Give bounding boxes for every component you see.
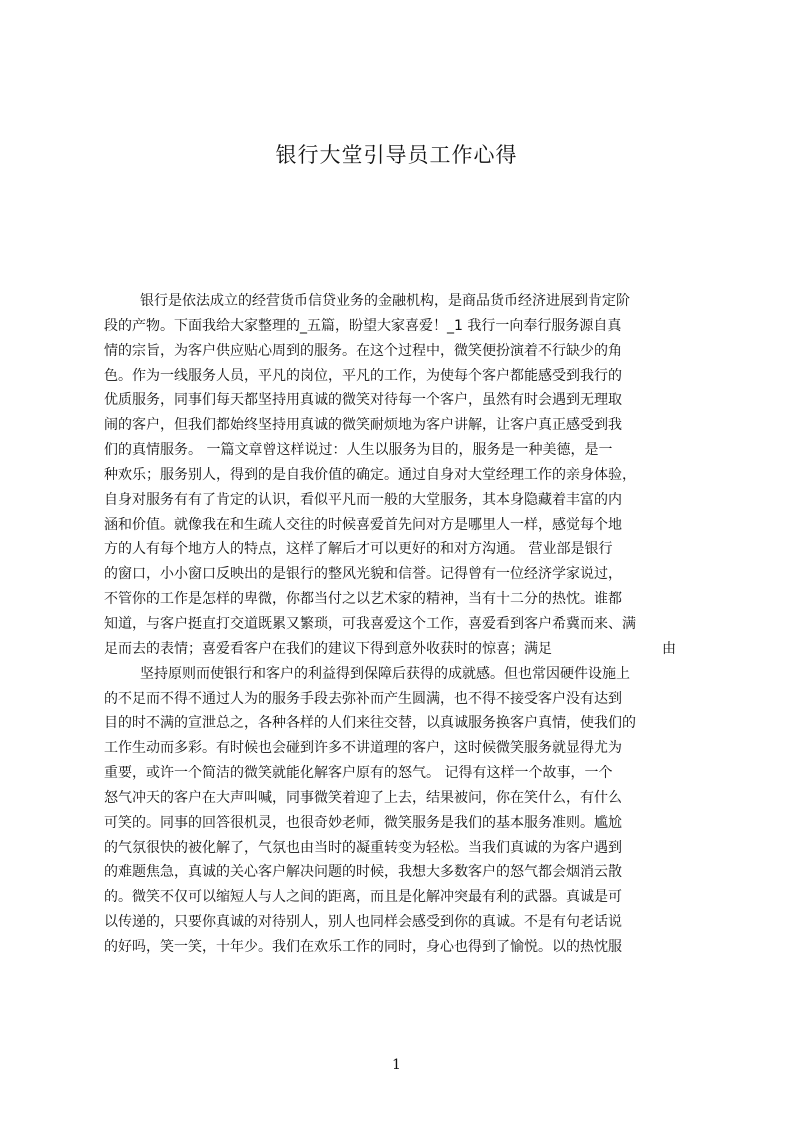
text-line: 段的产物。下面我给大家整理的_五篇，盼望大家喜爱！_1 我行一向奉行服务源自真 xyxy=(104,317,622,334)
text-line: 涵和价值。就像我在和生疏人交往的时候喜爱首先问对方是哪里人一样，感觉每个地 xyxy=(104,516,622,533)
text-line: 目的时不满的宣泄总之，各种各样的人们来往交替，以真诚服务换客户真情，使我们的 xyxy=(104,715,636,732)
text-line: 知道，与客户挺直打交道既累又繁琐，可我喜爱这个工作，喜爱看到客户希冀而来、满 xyxy=(104,615,636,632)
text-line: 坚持原则而使银行和客户的利益得到保障后获得的成就感。但也常因硬件设施上 xyxy=(140,665,630,682)
text-line: 的好吗，笑一笑，十年少。我们在欢乐工作的同时，身心也得到了愉悦。以的热忱服 xyxy=(104,938,622,955)
text-line: 不管你的工作是怎样的卑微，你都当付之以艺术家的精神，当有十二分的热忱。谁都 xyxy=(104,591,622,608)
text-line: 银行是依法成立的经营货币信贷业务的金融机构，是商品货币经济进展到肯定阶 xyxy=(140,293,630,309)
text-line: 工作生动而多彩。有时候也会碰到许多不讲道理的客户，这时候微笑服务就显得尤为 xyxy=(104,740,622,757)
text-line: 可笑的。同事的回答很机灵，也很奇妙老师，微笑服务是我们的基本服务准则。尴尬 xyxy=(104,814,622,831)
text-line: 种欢乐；服务别人，得到的是自我价值的确定。通过自身对大堂经理工作的亲身体验， xyxy=(104,466,636,483)
text-line: 情的宗旨，为客户供应贴心周到的服务。在这个过程中，微笑便扮演着不行缺少的角 xyxy=(104,342,622,359)
text-line: 们的真情服务。 一篇文章曾这样说过：人生以服务为目的，服务是一种美德，是一 xyxy=(104,442,613,459)
text-line: 以传递的，只要你真诚的对待别人，别人也同样会感受到你的真诚。不是有句老话说 xyxy=(104,914,622,931)
text-line: 的。微笑不仅可以缩短人与人之间的距离，而且是化解冲突最有利的武器。真诚是可 xyxy=(104,889,622,906)
text-line-split xyxy=(104,637,704,662)
text-line: 的难题焦急，真诚的关心客户解决问题的时候，我想大多数客户的怒气都会烟消云散 xyxy=(104,864,622,881)
text-line: 的不足而不得不通过人为的服务手段去弥补而产生圆满，也不得不接受客户没有达到 xyxy=(104,690,622,707)
body-text xyxy=(104,289,704,960)
text-line: 的气氛很快的被化解了，气氛也由当时的凝重转变为轻松。当我们真诚的为客户遇到 xyxy=(104,839,622,856)
document-title: 银行大堂引导员工作心得 xyxy=(275,143,518,167)
text-line: 色。作为一线服务人员，平凡的岗位，平凡的工作，为使每个客户都能感受到我行的 xyxy=(104,367,622,384)
text-line-tail: 由 xyxy=(662,640,676,657)
page-number: 1 xyxy=(392,1057,401,1073)
text-line: 闹的客户，但我们都始终坚持用真诚的微笑耐烦地为客户讲解，让客户真正感受到我 xyxy=(104,417,622,434)
text-line: 优质服务，同事们每天都坚持用真诚的微笑对待每一个客户，虽然有时会遇到无理取 xyxy=(104,392,622,409)
text-line: 怒气冲天的客户在大声叫喊，同事微笑着迎了上去，结果被问，你在笑什么，有什么 xyxy=(104,789,622,806)
text-line: 的窗口，小小窗口反映出的是银行的整风光貌和信誉。记得曾有一位经济学家说过， xyxy=(104,566,622,583)
text-line: 自身对服务有有了肯定的认识，看似平凡而一般的大堂服务，其本身隐藏着丰富的内 xyxy=(104,491,622,508)
text-line-head: 足而去的表情；喜爱看客户在我们的建议下得到意外收获时的惊喜；满足 xyxy=(104,640,552,657)
text-line: 重要，或许一个简洁的微笑就能化解客户原有的怒气。 记得有这样一个故事，一个 xyxy=(104,765,613,782)
text-line: 方的人有每个地方人的特点，这样了解后才可以更好的和对方沟通。 营业部是银行 xyxy=(104,541,613,558)
